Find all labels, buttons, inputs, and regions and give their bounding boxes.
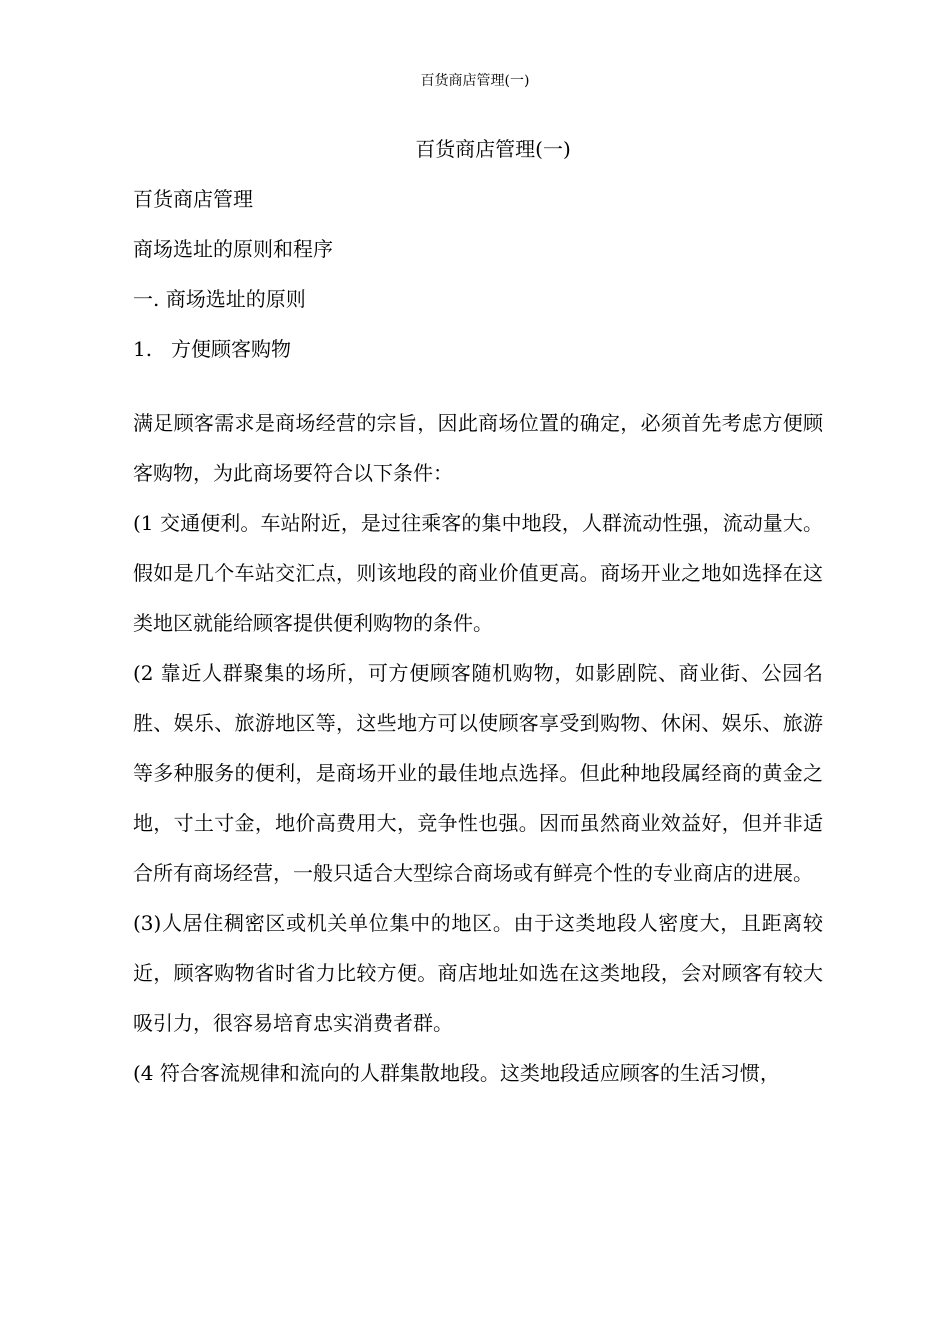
document-body xyxy=(133,130,823,1098)
heading-section-one: 一. 商场选址的原则 xyxy=(133,287,306,311)
paragraph-condition-4: (4 符合客流规律和流向的人群集散地段。这类地段适应顾客的生活习惯， xyxy=(133,1061,780,1085)
heading-site-selection: 商场选址的原则和程序 xyxy=(133,237,333,261)
paragraph-condition-3: (3)人居住稠密区或机关单位集中的地区。由于这类地段人密度大，且距离较近，顾客购物省时省力比较方便。商店地址如选在这类地段，会对顾客有较大吸引力，很容易培育忠实消费者群。 xyxy=(133,911,823,1035)
item-text: 方便顾客购物 xyxy=(171,337,291,361)
running-header: 百货商店管理(一) xyxy=(420,73,530,89)
paragraph-condition-1: (1 交通便利。车站附近，是过往乘客的集中地段，人群流动性强，流动量大。假如是几个车站交汇点，则该地段的商业价值更高。商场开业之地如选择在这类地区就能给顾客提供便利购物的条件。 xyxy=(133,511,823,635)
numbered-item xyxy=(133,330,823,368)
item-number: 1. xyxy=(133,337,153,361)
paragraph-intro: 满足顾客需求是商场经营的宗旨，因此商场位置的确定，必须首先考虑方便顾客购物，为此商场要符合以下条件： xyxy=(133,411,823,485)
paragraph-condition-2: (2 靠近人群聚集的场所，可方便顾客随机购物，如影剧院、商业街、公园名胜、娱乐、旅游地区等，这些地方可以使顾客享受到购物、休闲、娱乐、旅游等多种服务的便利，是商场开业的最佳地点选择。但此种地段属经商的黄金之地，寸土寸金，地价高费用大，竞争性也强。因而虽然商业效益好，但并非适合所有商场经营，一般只适合大型综合商场或有鲜亮个性的专业商店的进展。 xyxy=(133,661,823,885)
heading-store-management: 百货商店管理 xyxy=(133,187,253,211)
document-title: 百货商店管理(一) xyxy=(415,137,571,161)
